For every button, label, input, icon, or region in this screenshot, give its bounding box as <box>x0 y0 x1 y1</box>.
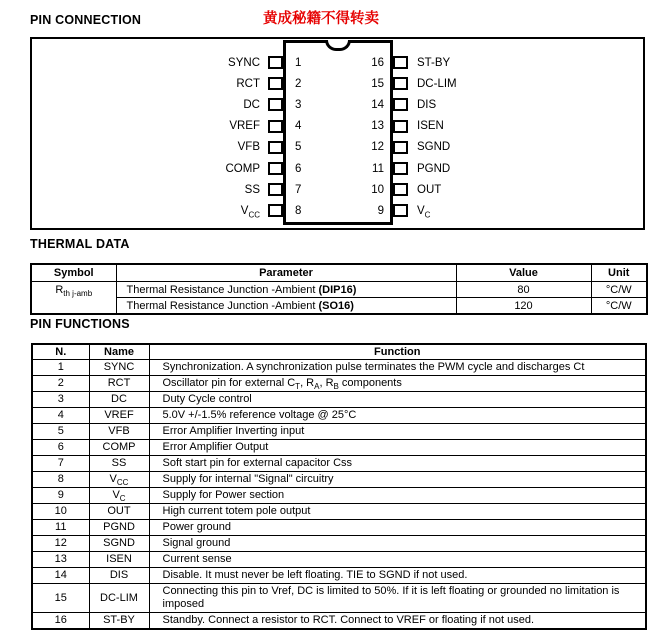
function-text-cell: Connecting this pin to Vref, DC is limited to 50%. If it is left floating or grounded no limitation is imposed <box>149 584 646 613</box>
pin-row <box>30 137 310 158</box>
function-row <box>32 536 646 552</box>
pin-label: $V_C$ <box>417 204 431 220</box>
thermal-row <box>31 298 647 315</box>
function-name-cell: VFB <box>89 424 149 440</box>
pin-label: DC <box>243 98 260 111</box>
function-n-cell: 9 <box>32 488 89 504</box>
pin-label: VFB <box>237 141 260 154</box>
function-n-cell: 12 <box>32 536 89 552</box>
function-row <box>32 376 646 392</box>
thermal-header-parameter: Parameter <box>116 264 456 282</box>
thermal-value-cell: 80 <box>456 282 591 298</box>
right-pins <box>362 52 602 222</box>
pin-number: 13 <box>371 120 384 133</box>
pin-pad-icon <box>393 204 408 217</box>
function-row <box>32 520 646 536</box>
functions-header-row <box>32 344 646 360</box>
functions-header-n: N. <box>32 344 89 360</box>
function-row <box>32 488 646 504</box>
function-name-cell: DC <box>89 392 149 408</box>
thermal-parameter-cell: Thermal Resistance Junction -Ambient (DIP16) <box>116 282 456 298</box>
pin-row <box>30 52 310 73</box>
pin-row <box>362 94 602 115</box>
pin-row <box>362 73 602 94</box>
function-text-cell: Soft start pin for external capacitor Css <box>149 456 646 472</box>
pin-functions-table <box>31 343 647 630</box>
function-n-cell: 14 <box>32 568 89 584</box>
pin-row <box>30 94 310 115</box>
function-row <box>32 456 646 472</box>
pin-row <box>30 158 310 179</box>
pin-pad-icon <box>393 183 408 196</box>
function-name-cell: SGND <box>89 536 149 552</box>
pin-row <box>30 179 310 200</box>
thermal-symbol-cell: $R_{th j-amb}$ <box>31 282 116 315</box>
function-text-cell: Error Amplifier Inverting input <box>149 424 646 440</box>
function-row <box>32 472 646 488</box>
function-text-cell: Oscillator pin for external $C_T$, $R_A$, $R_B$ components <box>149 376 646 392</box>
thermal-data-table <box>30 263 648 315</box>
function-n-cell: 5 <box>32 424 89 440</box>
function-row <box>32 584 646 613</box>
pin-label: RCT <box>236 77 260 90</box>
pin-row <box>362 200 602 221</box>
pin-number: 15 <box>371 77 384 90</box>
pin-number: 12 <box>371 141 384 154</box>
function-text-cell: High current totem pole output <box>149 504 646 520</box>
function-name-cell: ST-BY <box>89 613 149 630</box>
function-n-cell: 10 <box>32 504 89 520</box>
thermal-unit-cell: °C/W <box>591 298 647 315</box>
pin-label: COMP <box>225 162 260 175</box>
thermal-tbody <box>31 282 647 315</box>
pin-label: SYNC <box>228 56 260 69</box>
pin-label: SGND <box>417 141 451 154</box>
function-name-cell: COMP <box>89 440 149 456</box>
function-text-cell: Synchronization. A synchronization pulse terminates the PWM cycle and discharges Ct <box>149 360 646 376</box>
function-text-cell: Disable. It must never be left floating. TIE to SGND if not used. <box>149 568 646 584</box>
function-n-cell: 8 <box>32 472 89 488</box>
thermal-data-heading: THERMAL DATA <box>30 237 130 251</box>
left-pins <box>30 52 310 222</box>
function-n-cell: 2 <box>32 376 89 392</box>
pin-label: VREF <box>229 120 260 133</box>
function-text-cell: Power ground <box>149 520 646 536</box>
function-text-cell: Supply for internal "Signal" circuitry <box>149 472 646 488</box>
function-name-cell: VREF <box>89 408 149 424</box>
pin-label: DIS <box>417 98 437 111</box>
pin-pad-icon <box>268 56 283 69</box>
function-row <box>32 613 646 630</box>
pin-row <box>362 158 602 179</box>
function-n-cell: 4 <box>32 408 89 424</box>
pin-label: ISEN <box>417 120 444 133</box>
pin-row <box>30 116 310 137</box>
pin-row <box>362 52 602 73</box>
functions-tbody <box>32 360 646 630</box>
pin-label: ST-BY <box>417 56 451 69</box>
pin-row <box>362 179 602 200</box>
function-text-cell: Signal ground <box>149 536 646 552</box>
function-name-cell: OUT <box>89 504 149 520</box>
pin-number: 2 <box>295 77 302 90</box>
pin-number: 5 <box>295 141 302 154</box>
thermal-header-symbol: Symbol <box>31 264 116 282</box>
function-n-cell: 16 <box>32 613 89 630</box>
function-text-cell: 5.0V +/-1.5% reference voltage @ 25°C <box>149 408 646 424</box>
thermal-row <box>31 282 647 298</box>
pin-number: 7 <box>295 183 302 196</box>
functions-header-function: Function <box>149 344 646 360</box>
pin-pad-icon <box>393 120 408 133</box>
pin-pad-icon <box>268 141 283 154</box>
pin-pad-icon <box>268 162 283 175</box>
pin-label: $V_{CC}$ <box>240 204 260 220</box>
function-text-cell: Duty Cycle control <box>149 392 646 408</box>
function-n-cell: 11 <box>32 520 89 536</box>
pin-row <box>362 137 602 158</box>
pin-number: 16 <box>371 56 384 69</box>
pin-pad-icon <box>393 141 408 154</box>
thermal-header-unit: Unit <box>591 264 647 282</box>
pin1-notch-icon <box>325 40 351 51</box>
pin-pad-icon <box>268 77 283 90</box>
pin-label: PGND <box>417 162 451 175</box>
function-text-cell: Error Amplifier Output <box>149 440 646 456</box>
pin-pad-icon <box>268 204 283 217</box>
function-n-cell: 6 <box>32 440 89 456</box>
pin-pad-icon <box>268 98 283 111</box>
pin-row <box>30 73 310 94</box>
pin-number: 9 <box>377 204 384 217</box>
function-name-cell: DC-LIM <box>89 584 149 613</box>
thermal-header-row <box>31 264 647 282</box>
function-n-cell: 13 <box>32 552 89 568</box>
function-name-cell: SYNC <box>89 360 149 376</box>
function-name-cell: PGND <box>89 520 149 536</box>
pin-row <box>30 200 310 221</box>
pin-pad-icon <box>393 77 408 90</box>
function-text-cell: Supply for Power section <box>149 488 646 504</box>
pin-number: 11 <box>372 162 384 175</box>
function-text-cell: Standby. Connect a resistor to RCT. Connect to VREF or floating if not used. <box>149 613 646 630</box>
function-row <box>32 568 646 584</box>
pin-label: OUT <box>417 183 442 196</box>
pin-pad-icon <box>268 120 283 133</box>
pin-number: 4 <box>295 120 302 133</box>
function-name-cell: SS <box>89 456 149 472</box>
function-text-cell: Current sense <box>149 552 646 568</box>
function-row <box>32 360 646 376</box>
pin-number: 6 <box>295 162 302 175</box>
functions-header-name: Name <box>89 344 149 360</box>
thermal-unit-cell: °C/W <box>591 282 647 298</box>
function-n-cell: 7 <box>32 456 89 472</box>
function-row <box>32 424 646 440</box>
pin-label: DC-LIM <box>417 77 457 90</box>
function-name-cell: ISEN <box>89 552 149 568</box>
pin-row <box>362 116 602 137</box>
pin-label: SS <box>244 183 260 196</box>
pin-number: 8 <box>295 204 302 217</box>
pin-pad-icon <box>268 183 283 196</box>
pin-number: 1 <box>295 56 302 69</box>
function-row <box>32 440 646 456</box>
function-name-cell: $V_{CC}$ <box>89 472 149 488</box>
function-n-cell: 3 <box>32 392 89 408</box>
pin-number: 10 <box>371 183 384 196</box>
pin-pad-icon <box>393 56 408 69</box>
pin-pad-icon <box>393 98 408 111</box>
function-n-cell: 1 <box>32 360 89 376</box>
function-name-cell: DIS <box>89 568 149 584</box>
pin-number: 14 <box>371 98 384 111</box>
watermark-text: 黄成秘籍不得转卖 <box>263 11 379 27</box>
function-row <box>32 552 646 568</box>
thermal-value-cell: 120 <box>456 298 591 315</box>
pin-number: 3 <box>295 98 302 111</box>
thermal-parameter-cell: Thermal Resistance Junction -Ambient (SO16) <box>116 298 456 315</box>
function-row <box>32 392 646 408</box>
function-name-cell: RCT <box>89 376 149 392</box>
thermal-header-value: Value <box>456 264 591 282</box>
function-row <box>32 504 646 520</box>
pin-connection-heading: PIN CONNECTION <box>30 13 142 27</box>
function-name-cell: $V_C$ <box>89 488 149 504</box>
pin-functions-heading: PIN FUNCTIONS <box>30 317 130 331</box>
function-row <box>32 408 646 424</box>
function-n-cell: 15 <box>32 584 89 613</box>
pin-pad-icon <box>393 162 408 175</box>
